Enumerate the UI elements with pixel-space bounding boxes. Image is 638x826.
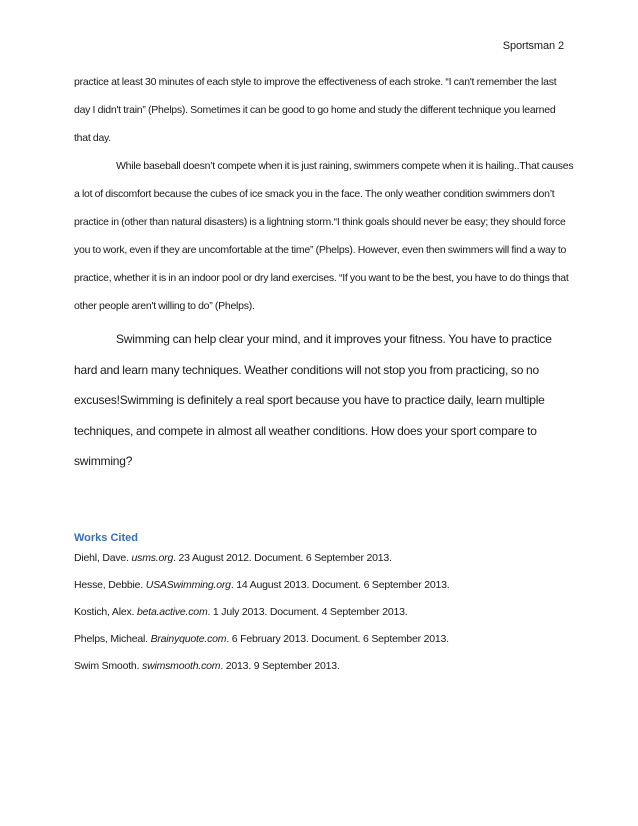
citation-author: Swim Smooth. (74, 660, 143, 672)
citation-entry (74, 550, 574, 577)
paragraph-1: practice at least 30 minutes of each style to improve the effectiveness of each stroke. “I can't remember the last day I didn't train” (Phelps). Sometimes it can be good to go home and study the different technique you learned that day. (74, 76, 557, 144)
paragraph-3: Swimming can help clear your mind, and it improves your fitness. You have to practice hard and learn many techniques. Weather conditions will not stop you from practicing, so no excuses!Swimming is definitely a real sport because you have to practice daily, learn multiple techniques, and compete in almost all weather conditions. How does your sport compare to swimming? (74, 332, 552, 469)
citation-details: . 6 February 2013. Document. 6 September 2013. (226, 633, 449, 645)
citation-details: . 2013. 9 September 2013. (220, 660, 340, 672)
paragraph-2: While baseball doesn’t compete when it is just raining, swimmers compete when it is hailing..That causes a lot of discomfort because the cubes of ice smack you in the face. The only weather condition swimmers don’t practice in (other than natural disasters) is a lightning storm.“I think goals should never be easy; they should force you to work, even if they are uncomfortable at the time” (Phelps). However, even then swimmers will find a way to practice, whether it is in an indoor pool or dry land exercises. “If you want to be the best, you have to do things that other people aren't willing to do” (Phelps). (74, 160, 574, 312)
citation-author: Diehl, Dave. (74, 552, 132, 564)
citation-details: . 14 August 2013. Document. 6 September 2013. (230, 579, 450, 591)
citation-entry (74, 577, 574, 604)
citation-author: Phelps, Micheal. (74, 633, 151, 645)
conclusion-block (74, 324, 574, 477)
citation-site: swimsmooth.com (142, 660, 221, 672)
citation-details: . 23 August 2012. Document. 6 September 2013. (173, 552, 392, 564)
works-cited-heading: Works Cited (74, 532, 138, 544)
citation-author: Kostich, Alex. (74, 606, 137, 618)
page-header: Sportsman 2 (502, 40, 564, 52)
citation-entry (74, 604, 574, 631)
works-cited (74, 532, 574, 685)
citation-entry (74, 631, 574, 658)
citation-site: beta.active.com (136, 606, 208, 618)
citation-site: usms.org (131, 552, 174, 564)
citation-entry (74, 658, 574, 685)
citation-site: Brainyquote.com (150, 633, 227, 645)
essay-body (74, 68, 574, 477)
citation-site: USASwimming.org (145, 579, 231, 591)
citation-author: Hesse, Debbie. (74, 579, 146, 591)
citation-details: . 1 July 2013. Document. 4 September 2013. (207, 606, 408, 618)
